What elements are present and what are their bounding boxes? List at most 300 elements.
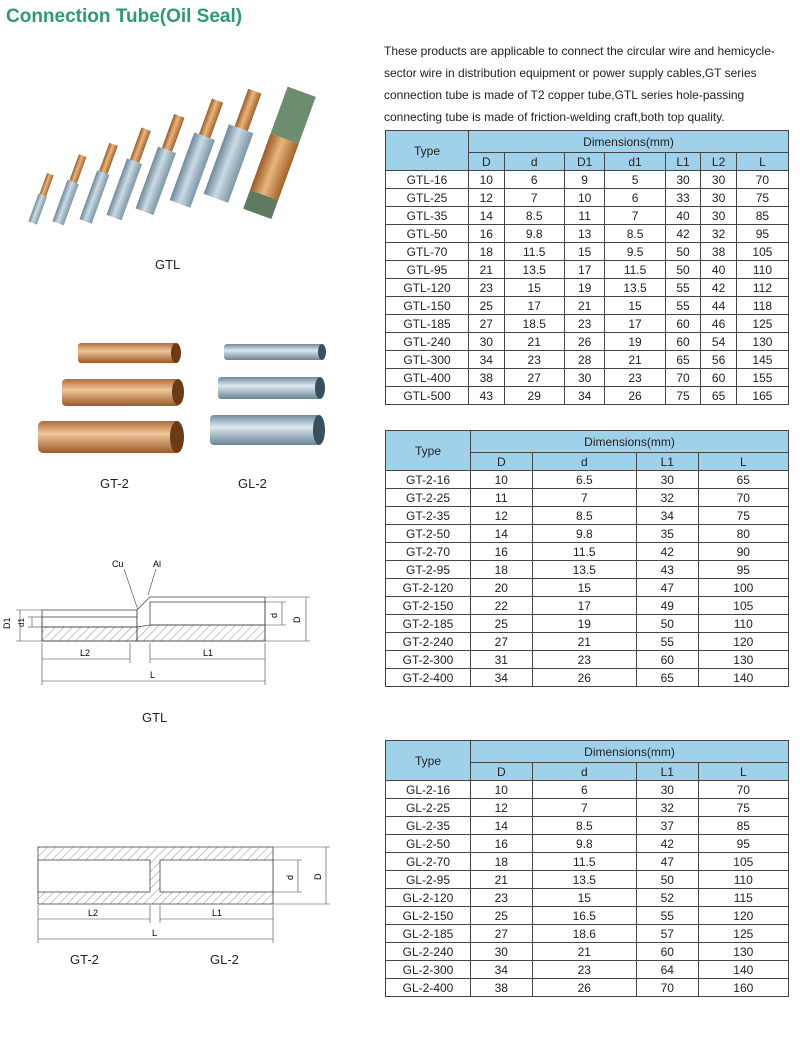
table-row [386, 543, 789, 561]
table-row [386, 925, 789, 943]
value-cell: 125 [736, 315, 788, 333]
value-cell: 165 [736, 387, 788, 405]
table-row [386, 207, 789, 225]
value-cell: 8.5 [504, 207, 564, 225]
gtl-dimensions-table [385, 130, 789, 405]
column-header: L1 [637, 763, 699, 781]
value-cell: 85 [698, 817, 788, 835]
value-cell: 19 [564, 279, 604, 297]
dim-d1-label: d1 [17, 618, 26, 627]
value-cell: 26 [532, 669, 636, 687]
al-label: Al [153, 559, 162, 569]
value-cell: 26 [532, 979, 636, 997]
value-cell: 130 [736, 333, 788, 351]
value-cell: 9.8 [532, 835, 636, 853]
gt2-gl2-drawing-outline [38, 847, 273, 904]
value-cell: 30 [637, 471, 699, 489]
gt2-tube-large [38, 421, 184, 453]
dim-D-label: D [292, 616, 302, 623]
value-cell: 125 [698, 925, 788, 943]
type-cell: GTL-500 [386, 387, 469, 405]
value-cell: 46 [701, 315, 737, 333]
value-cell: 30 [701, 207, 737, 225]
type-cell: GL-2-35 [386, 817, 471, 835]
value-cell: 60 [665, 333, 701, 351]
type-cell: GTL-50 [386, 225, 469, 243]
type-cell: GL-2-150 [386, 907, 471, 925]
value-cell: 10 [471, 471, 533, 489]
value-cell: 95 [736, 225, 788, 243]
value-cell: 13 [564, 225, 604, 243]
value-cell: 6.5 [532, 471, 636, 489]
value-cell: 33 [665, 189, 701, 207]
value-cell: 8.5 [605, 225, 665, 243]
value-cell: 11 [471, 489, 533, 507]
table-row [386, 243, 789, 261]
type-cell: GTL-185 [386, 315, 469, 333]
value-cell: 75 [698, 799, 788, 817]
table-row [386, 387, 789, 405]
value-cell: 10 [471, 781, 533, 799]
value-cell: 18 [471, 853, 533, 871]
column-header: d [504, 153, 564, 171]
type-cell: GL-2-300 [386, 961, 471, 979]
type-header: Type [386, 741, 471, 781]
value-cell: 30 [471, 943, 533, 961]
value-cell: 26 [564, 333, 604, 351]
value-cell: 14 [471, 525, 533, 543]
value-cell: 49 [637, 597, 699, 615]
value-cell: 13.5 [532, 561, 636, 579]
table-row [386, 853, 789, 871]
dimensions-header: Dimensions(mm) [469, 131, 789, 153]
value-cell: 30 [637, 781, 699, 799]
value-cell: 90 [698, 543, 788, 561]
dim-L-label-2: L [152, 928, 158, 938]
table-row [386, 471, 789, 489]
value-cell: 9.8 [532, 525, 636, 543]
type-cell: GTL-16 [386, 171, 469, 189]
column-header: L [736, 153, 788, 171]
gt2-tube-small [78, 343, 181, 363]
type-cell: GL-2-240 [386, 943, 471, 961]
table-row [386, 889, 789, 907]
type-cell: GL-2-120 [386, 889, 471, 907]
value-cell: 34 [637, 507, 699, 525]
dim-L1-label: L1 [203, 648, 214, 658]
value-cell: 15 [605, 297, 665, 315]
value-cell: 118 [736, 297, 788, 315]
value-cell: 25 [469, 297, 505, 315]
type-cell: GT-2-240 [386, 633, 471, 651]
value-cell: 38 [471, 979, 533, 997]
value-cell: 21 [605, 351, 665, 369]
type-header: Type [386, 431, 471, 471]
table-row [386, 351, 789, 369]
type-cell: GT-2-35 [386, 507, 471, 525]
value-cell: 70 [736, 171, 788, 189]
table-row [386, 171, 789, 189]
gl2-tube-small [224, 344, 326, 360]
table-row [386, 489, 789, 507]
dim-D1-label: D1 [2, 617, 12, 629]
value-cell: 65 [637, 669, 699, 687]
value-cell: 10 [564, 189, 604, 207]
value-cell: 95 [698, 835, 788, 853]
table-row [386, 579, 789, 597]
dimensions-header: Dimensions(mm) [471, 431, 789, 453]
value-cell: 21 [532, 943, 636, 961]
value-cell: 23 [605, 369, 665, 387]
gl2-dimensions-table [385, 740, 789, 997]
value-cell: 6 [605, 189, 665, 207]
type-cell: GT-2-16 [386, 471, 471, 489]
value-cell: 16 [471, 835, 533, 853]
type-cell: GL-2-16 [386, 781, 471, 799]
value-cell: 23 [564, 315, 604, 333]
value-cell: 105 [698, 853, 788, 871]
table-row [386, 633, 789, 651]
value-cell: 130 [698, 943, 788, 961]
gtl-drawing-outline [42, 597, 265, 641]
gtl-drawing-caption: GTL [142, 710, 168, 725]
column-header: D [471, 763, 533, 781]
value-cell: 34 [469, 351, 505, 369]
value-cell: 30 [701, 189, 737, 207]
value-cell: 47 [637, 579, 699, 597]
value-cell: 12 [471, 507, 533, 525]
value-cell: 26 [605, 387, 665, 405]
type-cell: GT-2-25 [386, 489, 471, 507]
type-cell: GT-2-150 [386, 597, 471, 615]
value-cell: 100 [698, 579, 788, 597]
column-header: d [532, 763, 636, 781]
value-cell: 85 [736, 207, 788, 225]
value-cell: 14 [469, 207, 505, 225]
value-cell: 23 [532, 961, 636, 979]
type-cell: GL-2-95 [386, 871, 471, 889]
table-row [386, 525, 789, 543]
value-cell: 9.8 [504, 225, 564, 243]
value-cell: 30 [564, 369, 604, 387]
value-cell: 12 [469, 189, 505, 207]
type-cell: GTL-35 [386, 207, 469, 225]
table-row [386, 817, 789, 835]
value-cell: 5 [605, 171, 665, 189]
value-cell: 50 [637, 615, 699, 633]
value-cell: 32 [637, 489, 699, 507]
type-cell: GTL-400 [386, 369, 469, 387]
gt2-tube-medium [62, 379, 184, 406]
value-cell: 55 [665, 297, 701, 315]
value-cell: 13.5 [605, 279, 665, 297]
value-cell: 15 [532, 889, 636, 907]
value-cell: 14 [471, 817, 533, 835]
value-cell: 43 [469, 387, 505, 405]
column-header: d1 [605, 153, 665, 171]
value-cell: 120 [698, 907, 788, 925]
type-cell: GL-2-185 [386, 925, 471, 943]
value-cell: 50 [665, 261, 701, 279]
value-cell: 140 [698, 961, 788, 979]
gl2-tube-medium [218, 377, 325, 399]
value-cell: 28 [564, 351, 604, 369]
type-cell: GTL-300 [386, 351, 469, 369]
value-cell: 30 [701, 171, 737, 189]
value-cell: 60 [637, 943, 699, 961]
value-cell: 80 [698, 525, 788, 543]
value-cell: 70 [698, 781, 788, 799]
table-row [386, 507, 789, 525]
table-row [386, 943, 789, 961]
table-row [386, 225, 789, 243]
dimensions-header: Dimensions(mm) [471, 741, 789, 763]
value-cell: 18 [471, 561, 533, 579]
table-row [386, 279, 789, 297]
value-cell: 13.5 [532, 871, 636, 889]
column-header: D [471, 453, 533, 471]
intro-paragraph: These products are applicable to connect the circular wire and hemicycle-sector wire in distribution equipment or power supply cables,GT series connection tube is made of T2 copper tube,GTL series hole-passing connecting tube is made of friction-welding craft,both top quality. [384, 44, 775, 124]
value-cell: 40 [701, 261, 737, 279]
value-cell: 57 [637, 925, 699, 943]
value-cell: 55 [665, 279, 701, 297]
value-cell: 11.5 [504, 243, 564, 261]
value-cell: 19 [605, 333, 665, 351]
column-header: D1 [564, 153, 604, 171]
value-cell: 31 [471, 651, 533, 669]
value-cell: 11.5 [532, 853, 636, 871]
table-row [386, 297, 789, 315]
value-cell: 65 [698, 471, 788, 489]
value-cell: 42 [665, 225, 701, 243]
value-cell: 160 [698, 979, 788, 997]
value-cell: 55 [637, 633, 699, 651]
type-cell: GT-2-400 [386, 669, 471, 687]
gtl-photo-caption: GTL [155, 257, 181, 272]
type-cell: GT-2-70 [386, 543, 471, 561]
value-cell: 23 [469, 279, 505, 297]
column-header: d [532, 453, 636, 471]
value-cell: 21 [564, 297, 604, 315]
value-cell: 54 [701, 333, 737, 351]
value-cell: 55 [637, 907, 699, 925]
value-cell: 11 [564, 207, 604, 225]
value-cell: 70 [698, 489, 788, 507]
value-cell: 32 [701, 225, 737, 243]
table-row [386, 651, 789, 669]
value-cell: 75 [698, 507, 788, 525]
value-cell: 105 [736, 243, 788, 261]
value-cell: 19 [532, 615, 636, 633]
table-row [386, 333, 789, 351]
value-cell: 43 [637, 561, 699, 579]
value-cell: 110 [698, 615, 788, 633]
gt2-drawing-caption: GT-2 [70, 952, 99, 967]
type-cell: GT-2-95 [386, 561, 471, 579]
type-cell: GTL-120 [386, 279, 469, 297]
gt2-dimensions-table [385, 430, 789, 687]
gt2-gl2-technical-drawing [0, 835, 340, 950]
value-cell: 115 [698, 889, 788, 907]
value-cell: 17 [504, 297, 564, 315]
value-cell: 27 [471, 633, 533, 651]
value-cell: 11.5 [532, 543, 636, 561]
dim-d-label-2: d [285, 874, 295, 880]
value-cell: 17 [605, 315, 665, 333]
value-cell: 52 [637, 889, 699, 907]
value-cell: 34 [471, 961, 533, 979]
value-cell: 112 [736, 279, 788, 297]
value-cell: 34 [564, 387, 604, 405]
value-cell: 8.5 [532, 507, 636, 525]
table-row [386, 835, 789, 853]
value-cell: 15 [504, 279, 564, 297]
value-cell: 38 [469, 369, 505, 387]
gl2-tube-large [210, 415, 325, 445]
value-cell: 16 [469, 225, 505, 243]
value-cell: 65 [665, 351, 701, 369]
value-cell: 60 [637, 651, 699, 669]
type-cell: GL-2-400 [386, 979, 471, 997]
value-cell: 21 [469, 261, 505, 279]
value-cell: 110 [698, 871, 788, 889]
type-cell: GT-2-300 [386, 651, 471, 669]
table-row [386, 261, 789, 279]
dim-L2-label: L2 [80, 648, 91, 658]
type-cell: GL-2-25 [386, 799, 471, 817]
value-cell: 9.5 [605, 243, 665, 261]
value-cell: 27 [471, 925, 533, 943]
value-cell: 12 [471, 799, 533, 817]
gl2-photo-caption: GL-2 [238, 476, 267, 491]
gt2-gl2-product-photo [30, 335, 330, 460]
value-cell: 16 [471, 543, 533, 561]
type-cell: GT-2-185 [386, 615, 471, 633]
value-cell: 42 [637, 543, 699, 561]
value-cell: 40 [665, 207, 701, 225]
value-cell: 23 [532, 651, 636, 669]
value-cell: 7 [504, 189, 564, 207]
value-cell: 8.5 [532, 817, 636, 835]
value-cell: 130 [698, 651, 788, 669]
value-cell: 29 [504, 387, 564, 405]
value-cell: 105 [698, 597, 788, 615]
value-cell: 15 [532, 579, 636, 597]
value-cell: 95 [698, 561, 788, 579]
dim-L1-label-2: L1 [212, 908, 223, 918]
value-cell: 17 [564, 261, 604, 279]
gtl-product-photo [10, 80, 330, 240]
table-row [386, 315, 789, 333]
value-cell: 50 [637, 871, 699, 889]
cu-label: Cu [112, 559, 124, 569]
value-cell: 56 [701, 351, 737, 369]
value-cell: 50 [665, 243, 701, 261]
type-cell: GTL-25 [386, 189, 469, 207]
table-row [386, 369, 789, 387]
value-cell: 60 [665, 315, 701, 333]
value-cell: 70 [637, 979, 699, 997]
table-row [386, 961, 789, 979]
value-cell: 18 [469, 243, 505, 261]
table-row [386, 561, 789, 579]
column-header: L [698, 763, 788, 781]
value-cell: 64 [637, 961, 699, 979]
value-cell: 110 [736, 261, 788, 279]
type-cell: GTL-240 [386, 333, 469, 351]
value-cell: 37 [637, 817, 699, 835]
type-cell: GTL-150 [386, 297, 469, 315]
value-cell: 42 [637, 835, 699, 853]
value-cell: 38 [701, 243, 737, 261]
column-header: L1 [665, 153, 701, 171]
value-cell: 35 [637, 525, 699, 543]
type-cell: GT-2-50 [386, 525, 471, 543]
table-row [386, 597, 789, 615]
value-cell: 21 [471, 871, 533, 889]
value-cell: 10 [469, 171, 505, 189]
value-cell: 7 [605, 207, 665, 225]
value-cell: 25 [471, 907, 533, 925]
value-cell: 18.5 [504, 315, 564, 333]
value-cell: 7 [532, 799, 636, 817]
dim-L2-label-2: L2 [88, 908, 99, 918]
value-cell: 65 [701, 387, 737, 405]
dim-D-label-2: D [313, 873, 323, 880]
value-cell: 140 [698, 669, 788, 687]
value-cell: 23 [504, 351, 564, 369]
value-cell: 21 [532, 633, 636, 651]
table-row [386, 871, 789, 889]
value-cell: 6 [504, 171, 564, 189]
value-cell: 20 [471, 579, 533, 597]
value-cell: 32 [637, 799, 699, 817]
value-cell: 16.5 [532, 907, 636, 925]
value-cell: 18.6 [532, 925, 636, 943]
column-header: L2 [701, 153, 737, 171]
dim-d-label: d [269, 612, 279, 618]
value-cell: 27 [504, 369, 564, 387]
type-cell: GT-2-120 [386, 579, 471, 597]
value-cell: 120 [698, 633, 788, 651]
value-cell: 145 [736, 351, 788, 369]
table-row [386, 799, 789, 817]
value-cell: 30 [469, 333, 505, 351]
type-cell: GL-2-70 [386, 853, 471, 871]
value-cell: 9 [564, 171, 604, 189]
value-cell: 17 [532, 597, 636, 615]
value-cell: 75 [736, 189, 788, 207]
column-header: D [469, 153, 505, 171]
value-cell: 70 [665, 369, 701, 387]
value-cell: 7 [532, 489, 636, 507]
gt2-photo-caption: GT-2 [100, 476, 129, 491]
dim-L-label: L [150, 670, 156, 680]
table-row [386, 979, 789, 997]
value-cell: 44 [701, 297, 737, 315]
table-row [386, 189, 789, 207]
value-cell: 30 [665, 171, 701, 189]
value-cell: 75 [665, 387, 701, 405]
value-cell: 47 [637, 853, 699, 871]
value-cell: 42 [701, 279, 737, 297]
type-cell: GTL-70 [386, 243, 469, 261]
table-row [386, 907, 789, 925]
table-row [386, 781, 789, 799]
value-cell: 60 [701, 369, 737, 387]
value-cell: 6 [532, 781, 636, 799]
value-cell: 13.5 [504, 261, 564, 279]
